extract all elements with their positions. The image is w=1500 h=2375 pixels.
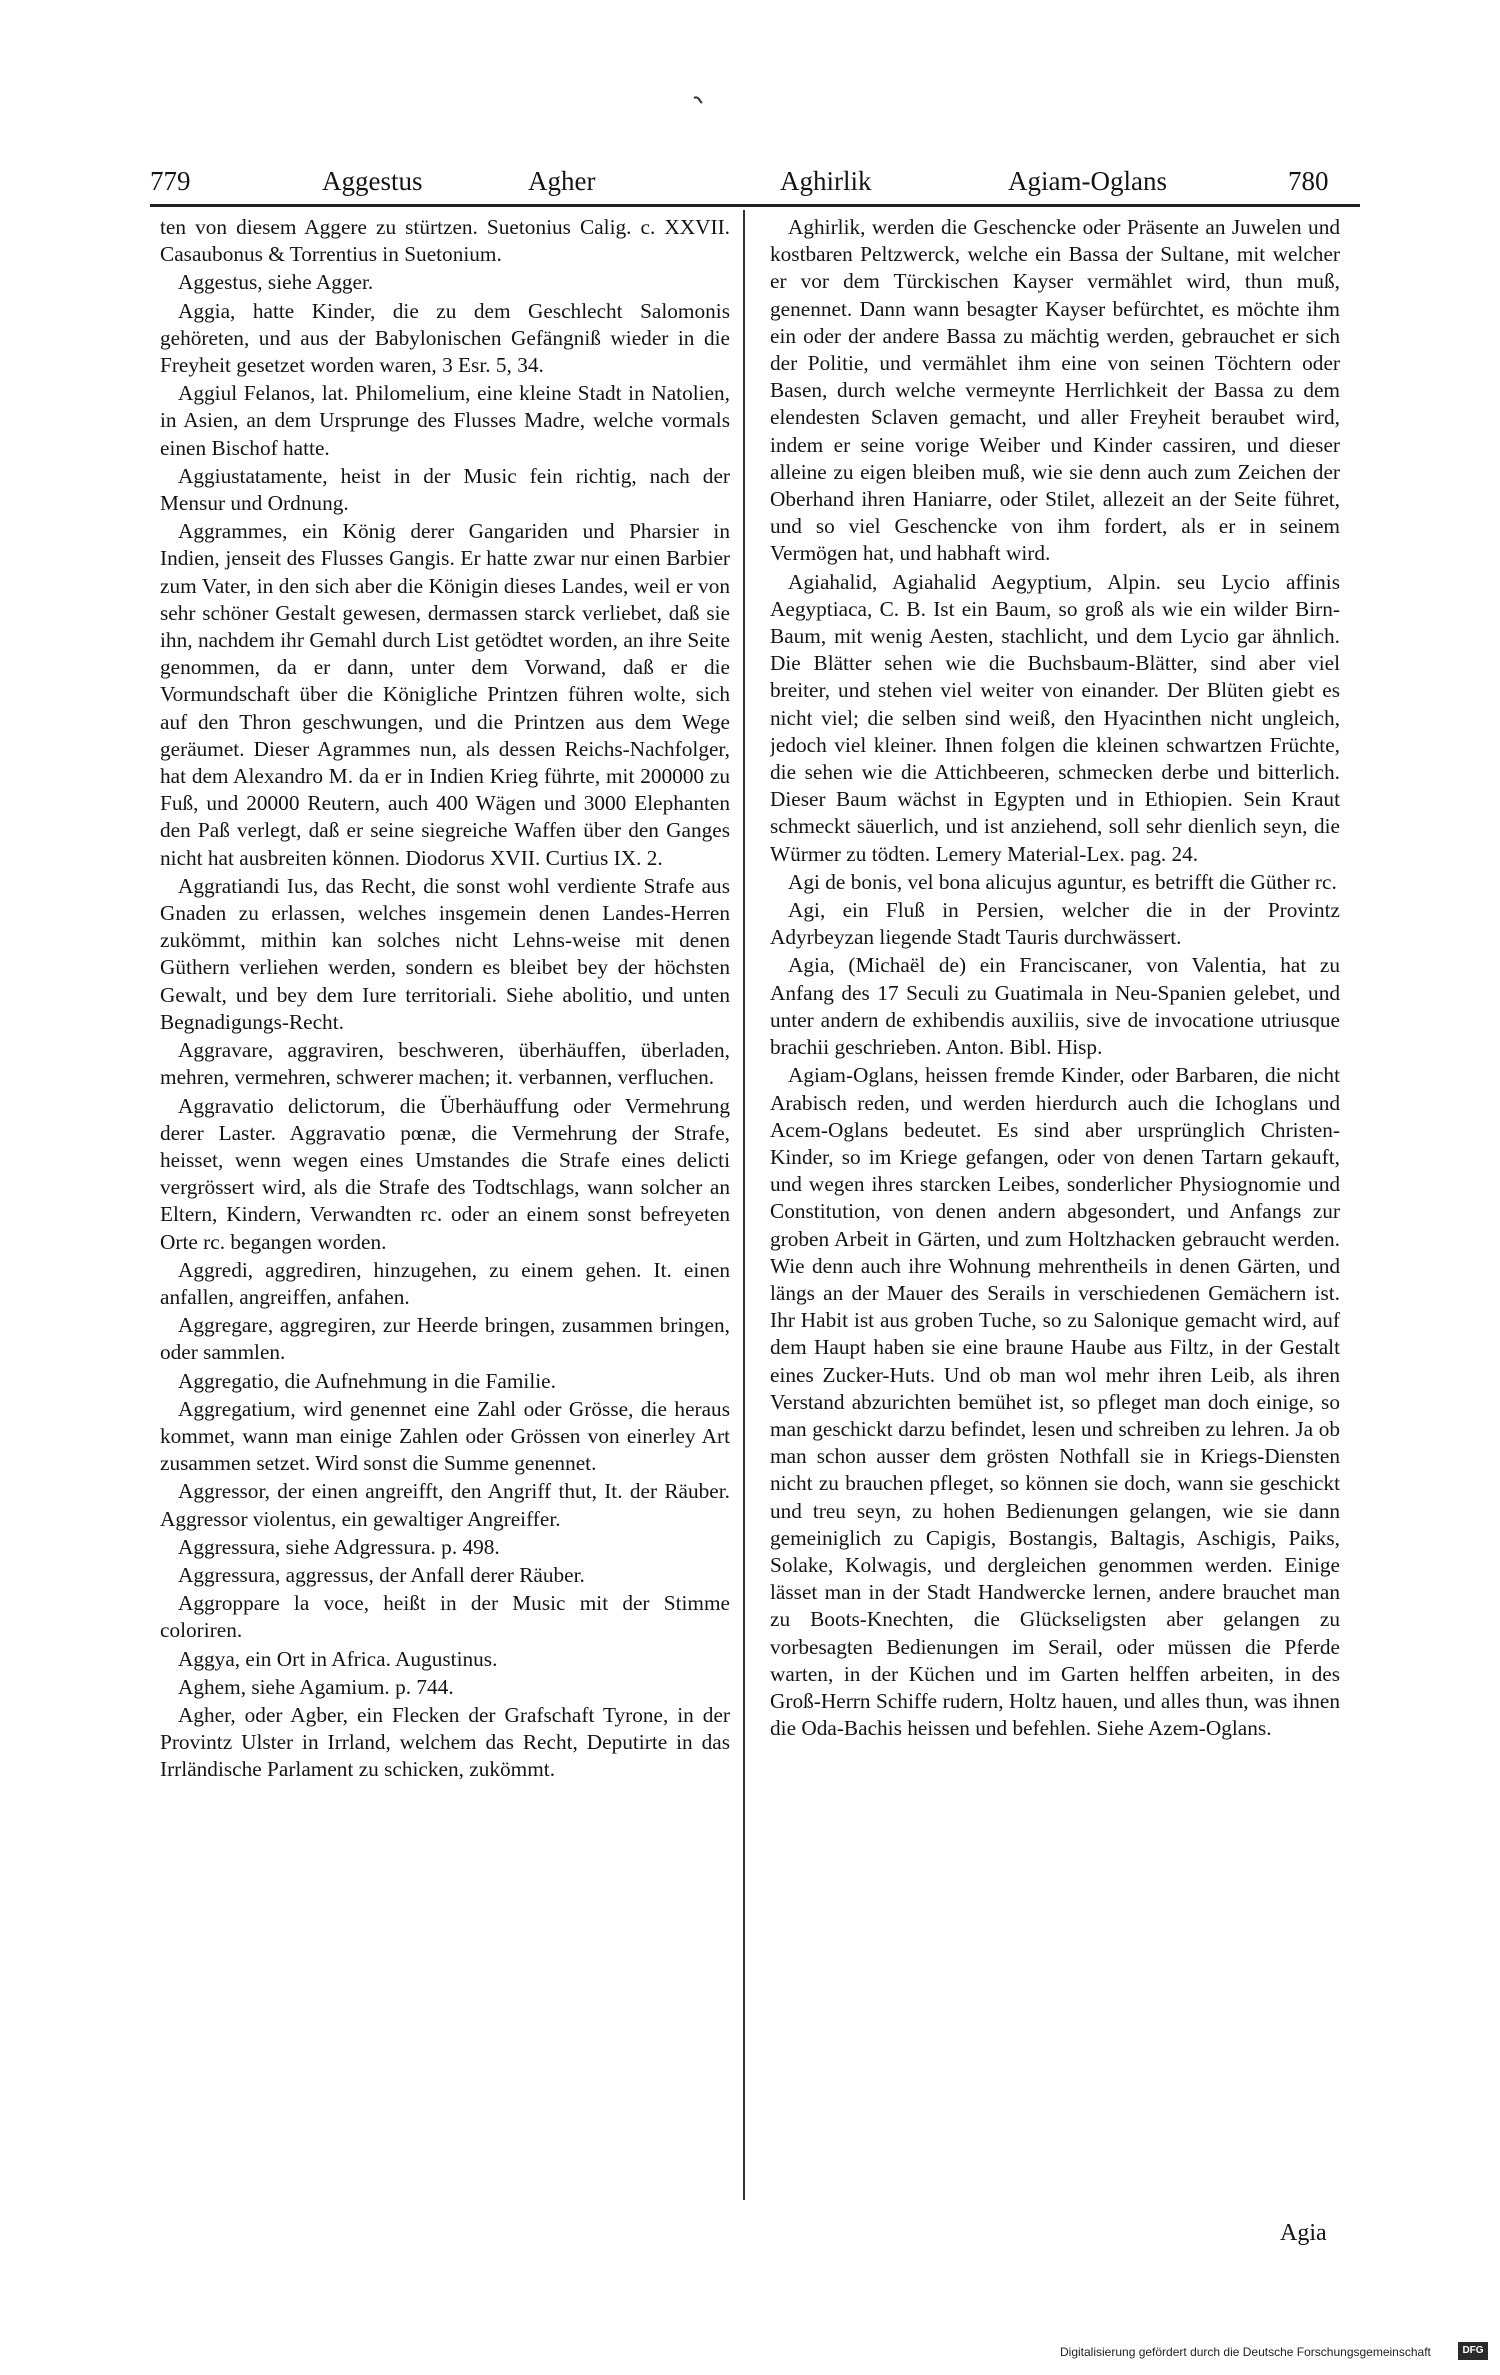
dictionary-entry: Aggregatium, wird genennet eine Zahl oder Grösse, die heraus kommet, wann man einige Zahlen oder Grössen von einerley Art zusammen setzet. Wird sonst die Summe genennet. [160,1396,730,1476]
dictionary-entry: Aggressura, siehe Adgressura. p. 498. [178,1534,500,1559]
dictionary-entry: Aggredi, aggrediren, hinzugehen, zu einem gehen. It. einen anfallen, angreiffen, anfahen. [160,1257,730,1309]
catchword: Agia [1280,2220,1327,2246]
page-header [150,160,1360,206]
dictionary-entry: Agiahalid, Agiahalid Aegyptium, Alpin. seu Lycio affinis Aegyptiaca, C. B. Ist ein Baum, so groß als wie ein wilder Birn-Baum, mit wenig Aesten, stachlicht, und dem Lycio gar ähnlich. Die Blätter sehen wie die Buchsbaum-Blätter, sind aber viel breiter, und stehen viel weiter von einander. Der Blüten giebt es nicht viel; die selben sind weiß, den Hyacinthen nicht ungleich, jedoch viel kleiner. Ihnen folgen die kleinen schwartzen Früchte, die sehen wie die Attichbeeren, schmecken derbe und bitterlich. Dieser Baum wächst in Egypten und in Ethiopien. Sein Kraut schmeckt säuerlich, und ist anziehend, soll sehr dienlich seyn, die Würmer zu tödten. Lemery Material-Lex. pag. 24. [770,569,1340,866]
header-word-3: Aghirlik [780,166,872,196]
left-column [160,214,730,2209]
dictionary-entry: ten von diesem Aggere zu stürtzen. Suetonius Calig. c. XXVII. Casaubonus & Torrentius in Suetonium. [160,215,730,267]
header-word-1: Aggestus [322,166,423,196]
footer-credit: Digitalisierung gefördert durch die Deutsche Forschungsgemeinschaft [1060,2345,1431,2359]
dictionary-entry: Aggratiandi Ius, das Recht, die sonst wohl verdiente Strafe aus Gnaden zu erlassen, welches insgemein denen Landes-Herren zukömmt, mithin kan solches nicht Lehns-weise mit denen Güthern verliehen werden, sondern es bleibet bey der höchsten Gewalt, und bey dem Iure territoriali. Siehe abolitio, und unten Begnadigungs-Recht. [160,873,730,1034]
dictionary-entry: Aggregatio, die Aufnehmung in die Familie. [178,1368,556,1393]
header-rule [150,204,1360,207]
dictionary-entry: Aggressura, aggressus, der Anfall derer Räuber. [178,1562,585,1587]
header-word-4: Agiam-Oglans [1008,166,1167,196]
dictionary-entry: Aghem, siehe Agamium. p. 744. [178,1674,454,1699]
dictionary-entry: Aggiustatamente, heist in der Music fein richtig, nach der Mensur und Ordnung. [160,463,730,516]
dictionary-entry: Agiam-Oglans, heissen fremde Kinder, oder Barbaren, die nicht Arabisch reden, und werden hierdurch auch die Ichoglans und Acem-Oglans bedeutet. Es sind aber ursprünglich Christen-Kinder, so im Kriege gefangen, oder von denen Tartarn gekauft, und wegen ihres starcken Leibes, sonderlicher Physiognomie und Constitution, von denen andern abgesondert, und Anfangs zur groben Arbeit in Gärten, und zum Holtzhacken gebraucht werden. Wie denn auch ihre Wohnung mehrentheils in denen Gärten, und längs an der Mauer des Serails in verschiedenen Gemächern ist. Ihr Habit ist aus groben Tuche, so zu Salonique gemacht wird, auf dem Haupt haben sie eine braune Haube aus Filtz, in der Gestalt eines Zucker-Huts. Und ob man wol mehr ihren Leib, als ihren Verstand abzurichten bemühet ist, so pfleget man doch einige, so man geschickt darzu befindet, lesen und schreiben zu lehren. Ja ob man schon ausser dem grösten Nothfall sie in Kriegs-Diensten nicht zu brauchen pfleget, so können sie doch, wann sie geschickt und treu seyn, zu hohen Bedienungen gelangen, wie sie dann gemeiniglich zu Capigis, Bostangis, Baltagis, Aschigis, Paiks, Solake, Kolwagis, und dergleichen genommen werden. Einige lässet man in der Stadt Handwercke lernen, andere brauchet man zu Boots-Knechten, die Glückseligsten aber gelangen zu vorbesagten Bedienungen im Serail, oder müssen die Pferde warten, in der Küchen und im Garten helffen arbeiten, in des Groß-Herrn Schiffe rudern, Holtz hauen, und alles thun, was ihnen die Oda-Bachis heissen und befehlen. Siehe Azem-Oglans. [770,1063,1340,1741]
dictionary-entry: Aggroppare la voce, heißt in der Music mit der Stimme coloriren. [160,1591,730,1643]
header-word-2: Agher [528,166,596,196]
dictionary-entry: Aggiul Felanos, lat. Philomelium, eine kleine Stadt in Natolien, in Asien, an dem Ursprunge des Flusses Madre, welche vormals einen Bischof hatte. [160,381,730,460]
page-number-right: 780 [1288,166,1329,196]
dictionary-entry: Agi, ein Fluß in Persien, welcher die in der Provintz Adyrbeyzan liegende Stadt Tauris durchwässert. [770,898,1340,950]
dictionary-entry: Agia, (Michaël de) ein Franciscaner, von Valentia, hat zu Anfang des 17 Seculi zu Guatimala in Neu-Spanien gelebet, und unter andern de exhibendis auxiliis, sive de invocatione utriusque brachii geschrieben. Anton. Bibl. Hisp. [770,953,1340,1060]
dictionary-entry: Aggestus, siehe Agger. [178,270,374,295]
page-number-left: 779 [150,166,191,196]
dictionary-entry: Agher, oder Agber, ein Flecken der Grafschaft Tyrone, in der Provintz Ulster in Irrland, welchem das Recht, Deputirte in das Irrländische Parlament zu schicken, zukömmt. [160,1702,730,1782]
ink-speck [693,96,703,104]
dictionary-entry: Agi de bonis, vel bona alicujus aguntur, es betrifft die Güther rc. [788,869,1337,894]
column-separator [743,210,745,2200]
dictionary-entry: Aggya, ein Ort in Africa. Augustinus. [178,1646,498,1671]
dictionary-entry: Aggia, hatte Kinder, die zu dem Geschlecht Salomonis gehöreten, und aus der Babylonischen Gefängniß wieder in die Freyheit gesetzet worden waren, 3 Esr. 5, 34. [160,298,730,378]
dictionary-entry: Aggrammes, ein König derer Gangariden und Pharsier in Indien, jenseit des Flusses Gangis. Er hatte zwar nur einen Barbier zum Vater, in den sich aber die Königin dieses Landes, weil er von sehr schöner Gestalt gewesen, dermassen starck verliebet, daß sie ihn, nachdem ihr Gemahl durch List getödtet worden, an ihre Seite genommen, da er dann, unter dem Vorwand, daß er die Vormundschaft über die Königliche Printzen führen wolte, sich auf den Thron geschwungen, und die Printzen aus dem Wege geräumet. Dieser Agrammes nun, als dessen Reichs-Nachfolger, hat dem Alexandro M. da er in Indien Krieg führte, mit 200000 zu Fuß, und 20000 Reutern, auch 400 Wägen und 3000 Elephanten den Paß verlegt, daß er seine siegreiche Waffen über den Ganges nicht hat ausbreiten können. Diodorus XVII. Curtius IX. 2. [160,519,730,870]
dictionary-entry: Aggressor, der einen angreifft, den Angriff thut, It. der Räuber. Aggressor violentus, ein gewaltiger Angreiffer. [160,1479,730,1531]
right-column [770,214,1340,2209]
dfg-logo: DFG [1458,2342,1488,2360]
dictionary-entry: Aggravare, aggraviren, beschweren, überhäuffen, überladen, mehren, vermehren, schwerer machen; it. verbannen, verfluchen. [160,1038,730,1090]
dictionary-entry: Aghirlik, werden die Geschencke oder Präsente an Juwelen und kostbaren Peltzwerck, welche ein Bassa der Sultane, mit welcher er vor dem Türckischen Kayser vermählet wird, thun muß, genennet. Dann wann besagter Kayser befürchtet, es möchte ihm ein oder der andere Bassa zu mächtig werden, gebrauchet er sich der Politie, und vermählet ihm eine von seinen Töchtern oder Basen, durch welche vermeynte Herrlichkeit der Bassa zu dem elendesten Sclaven gemacht, und aller Freyheit beraubet wird, indem er seine vorige Weiber und Kinder cassiren, und dieser alleine zu eigen bleiben muß, wie sie denn auch zum Zeichen der Oberhand ihren Haniarre, oder Stilet, allezeit an der Seite führet, und so viel Geschencke von ihm fordert, als er in seinem Vermögen hat, und habhaft wird. [770,215,1340,566]
dictionary-entry: Aggregare, aggregiren, zur Heerde bringen, zusammen bringen, oder sammlen. [160,1313,730,1365]
dictionary-entry: Aggravatio delictorum, die Überhäuffung oder Vermehrung derer Laster. Aggravatio pœnæ, die Vermehrung der Strafe, heisset, wenn wegen eines Umstandes die Strafe eines delicti vergrössert wird, als die Strafe des Todtschlags, wann solcher an Eltern, Kindern, Verwandten rc. oder an einem sonst befreyeten Orte rc. begangen worden. [160,1093,730,1254]
